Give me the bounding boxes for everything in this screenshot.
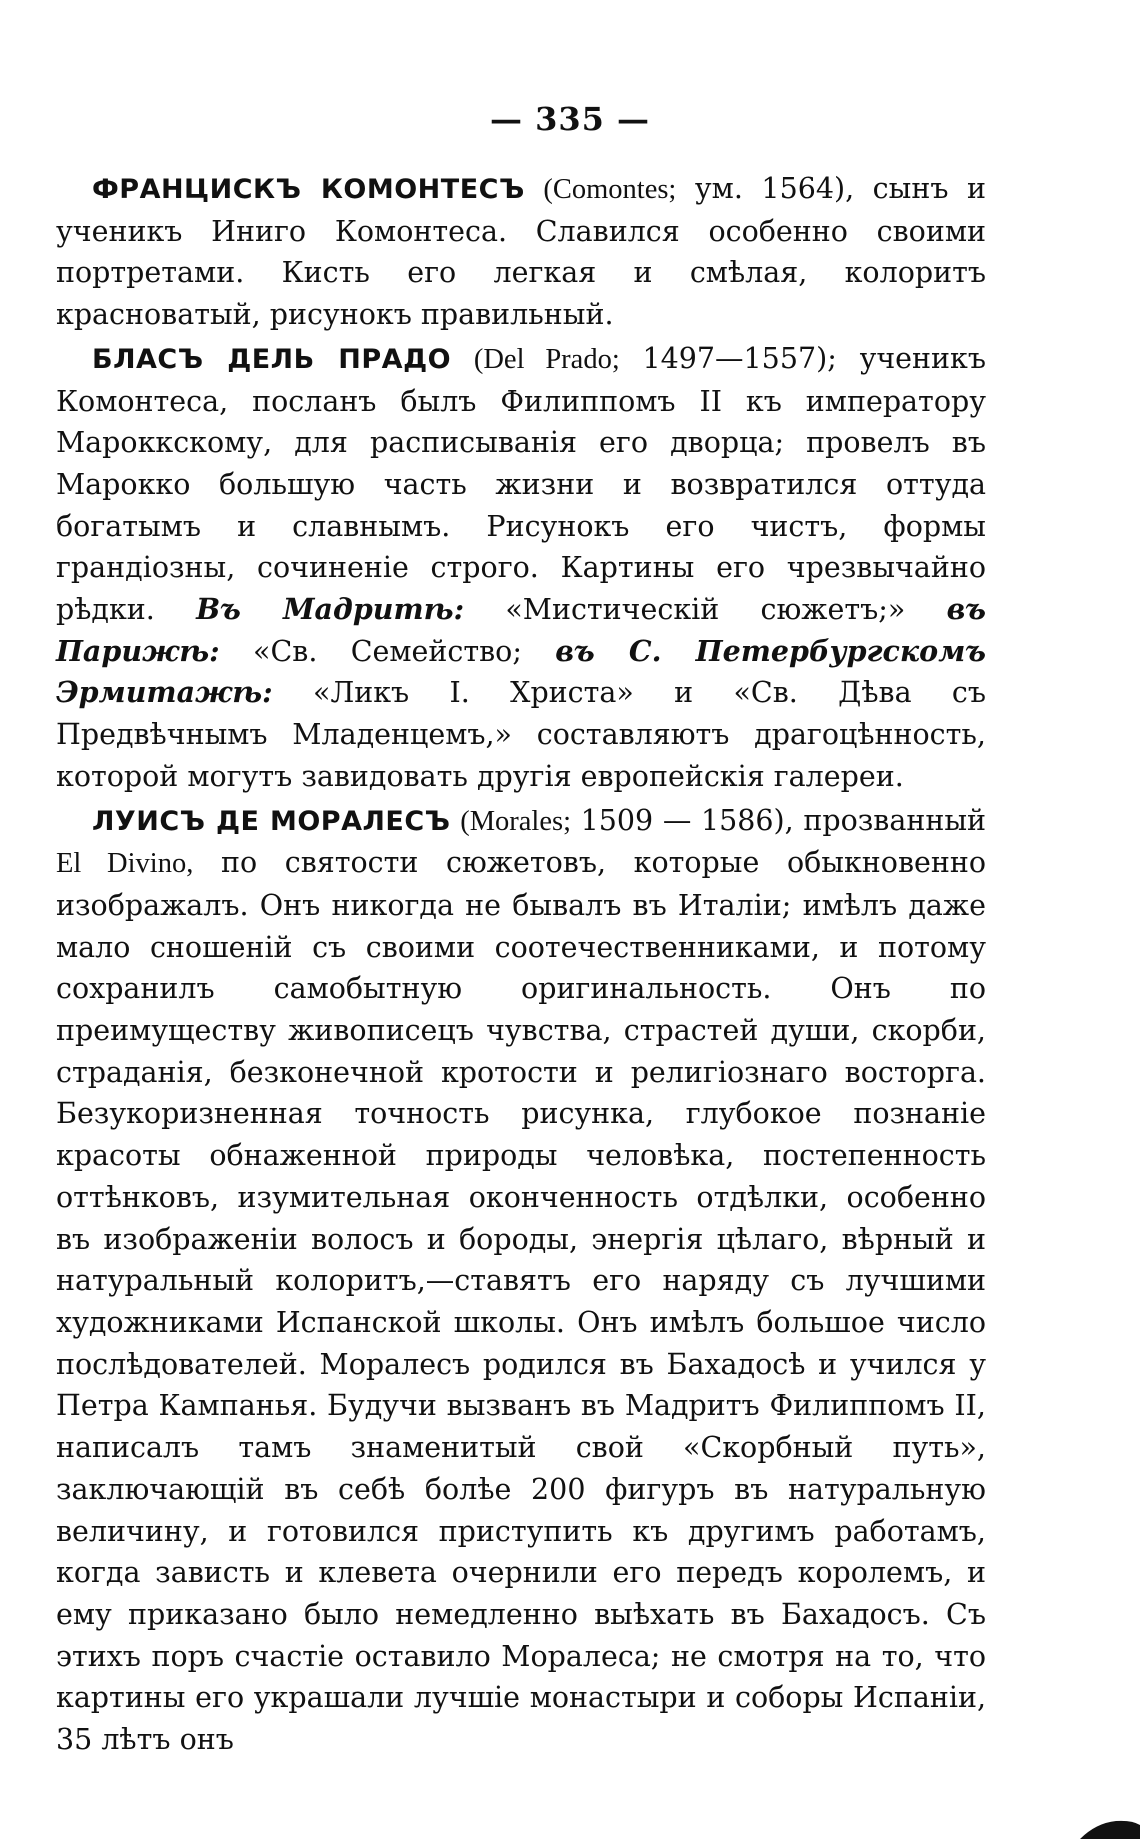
entry-text: «Мистическій сюжетъ;»	[464, 593, 947, 627]
text-column	[56, 168, 986, 1761]
entry-text: «Св. Семейство;	[219, 634, 556, 668]
entry-text: по святости сюжетовъ, которые обыкновенно изображалъ. Онъ никогда не бывалъ въ Италіи; имѣлъ даже мало сношеній съ своими соотечественниками, и потому сохранилъ самобытную оригинальность. Онъ по преимуществу живописецъ чувства, страстей души, скорби, страданія, безконечной кротости и религіознаго восторга. Безукоризненная точность рисунка, глубокое познаніе красоты обнаженной природы человѣка, постепенность оттѣнковъ, изумительная оконченность отдѣлки, особенно въ изображеніи волосъ и бороды, энергія цѣлаго, вѣрный и натуральный колоритъ,—ставятъ его наряду съ лучшими художниками Испанской школы. Онъ имѣлъ большое число послѣдователей. Моралесъ родился въ Бахадосѣ и учился у Петра Кампанья. Будучи вызванъ въ Мадритъ Филиппомъ II, написалъ тамъ знаменитый свой «Скорбный путь», заключающій въ себѣ болѣе 200 фигуръ въ натуральную величину, и готовился приступить къ другимъ работамъ, когда зависть и клевета очернили его передъ королемъ, и ему приказано было немедленно выѣхать въ Бахадосъ. Съ этихъ поръ счастіе оставило Моралеса; не смотря на то, что картины его украшали лучшіе монастыри и соборы Испаніи, 35 лѣтъ онъ	[56, 846, 987, 1757]
page-number: — 335 —	[489, 100, 651, 138]
entry-latin-name: (Morales;	[460, 805, 572, 837]
entry-morales	[56, 800, 986, 1761]
location-paris: въ Парижѣ:	[56, 592, 987, 668]
entry-latin-name: (Del Prado;	[473, 343, 620, 375]
entry-text: 1497—1557); ученикъ Комонтеса, посланъ былъ Филиппомъ II къ императору Мароккскому, для расписыванія его дворца; провелъ въ Марокко большую часть жизни и возвратился оттуда богатымъ и славнымъ. Рисунокъ его чистъ, формы грандіозны, сочиненіе строго. Картины его чрезвычайно рѣдки.	[56, 341, 986, 627]
entry-comontes	[56, 168, 986, 336]
entry-text: 1509 — 1586), прозванный	[571, 803, 986, 837]
location-madrid: Въ Мадритѣ:	[196, 592, 465, 627]
entry-text: ум. 1564), сынъ и ученикъ Иниго Комонтеса. Славился особенно своими портретами. Кисть его легкая и смѣлая, колоритъ красноватый, рисунокъ правильный.	[56, 172, 986, 332]
entry-name: ФРАНЦИСКЪ КОМОНТЕСЪ	[92, 174, 525, 205]
page-corner-shadow	[1076, 1817, 1140, 1839]
entry-name: БЛАСЪ ДЕЛЬ ПРАДО	[92, 343, 452, 375]
entry-nickname: El Divino,	[56, 848, 194, 880]
entry-del-prado	[56, 338, 986, 798]
location-petersburg: въ С. Петербургскомъ Эрмитажѣ:	[56, 633, 987, 710]
entry-latin-name: (Comontes;	[543, 174, 677, 205]
entry-text: «Ликъ I. Христа» и «Св. Дѣва съ Предвѣчнымъ Младенцемъ,» составляютъ драгоцѣнность, которой могутъ завидовать другія европейскія галереи.	[56, 676, 986, 793]
entry-name: ЛУИСЪ ДЕ МОРАЛЕСЪ	[92, 805, 451, 837]
